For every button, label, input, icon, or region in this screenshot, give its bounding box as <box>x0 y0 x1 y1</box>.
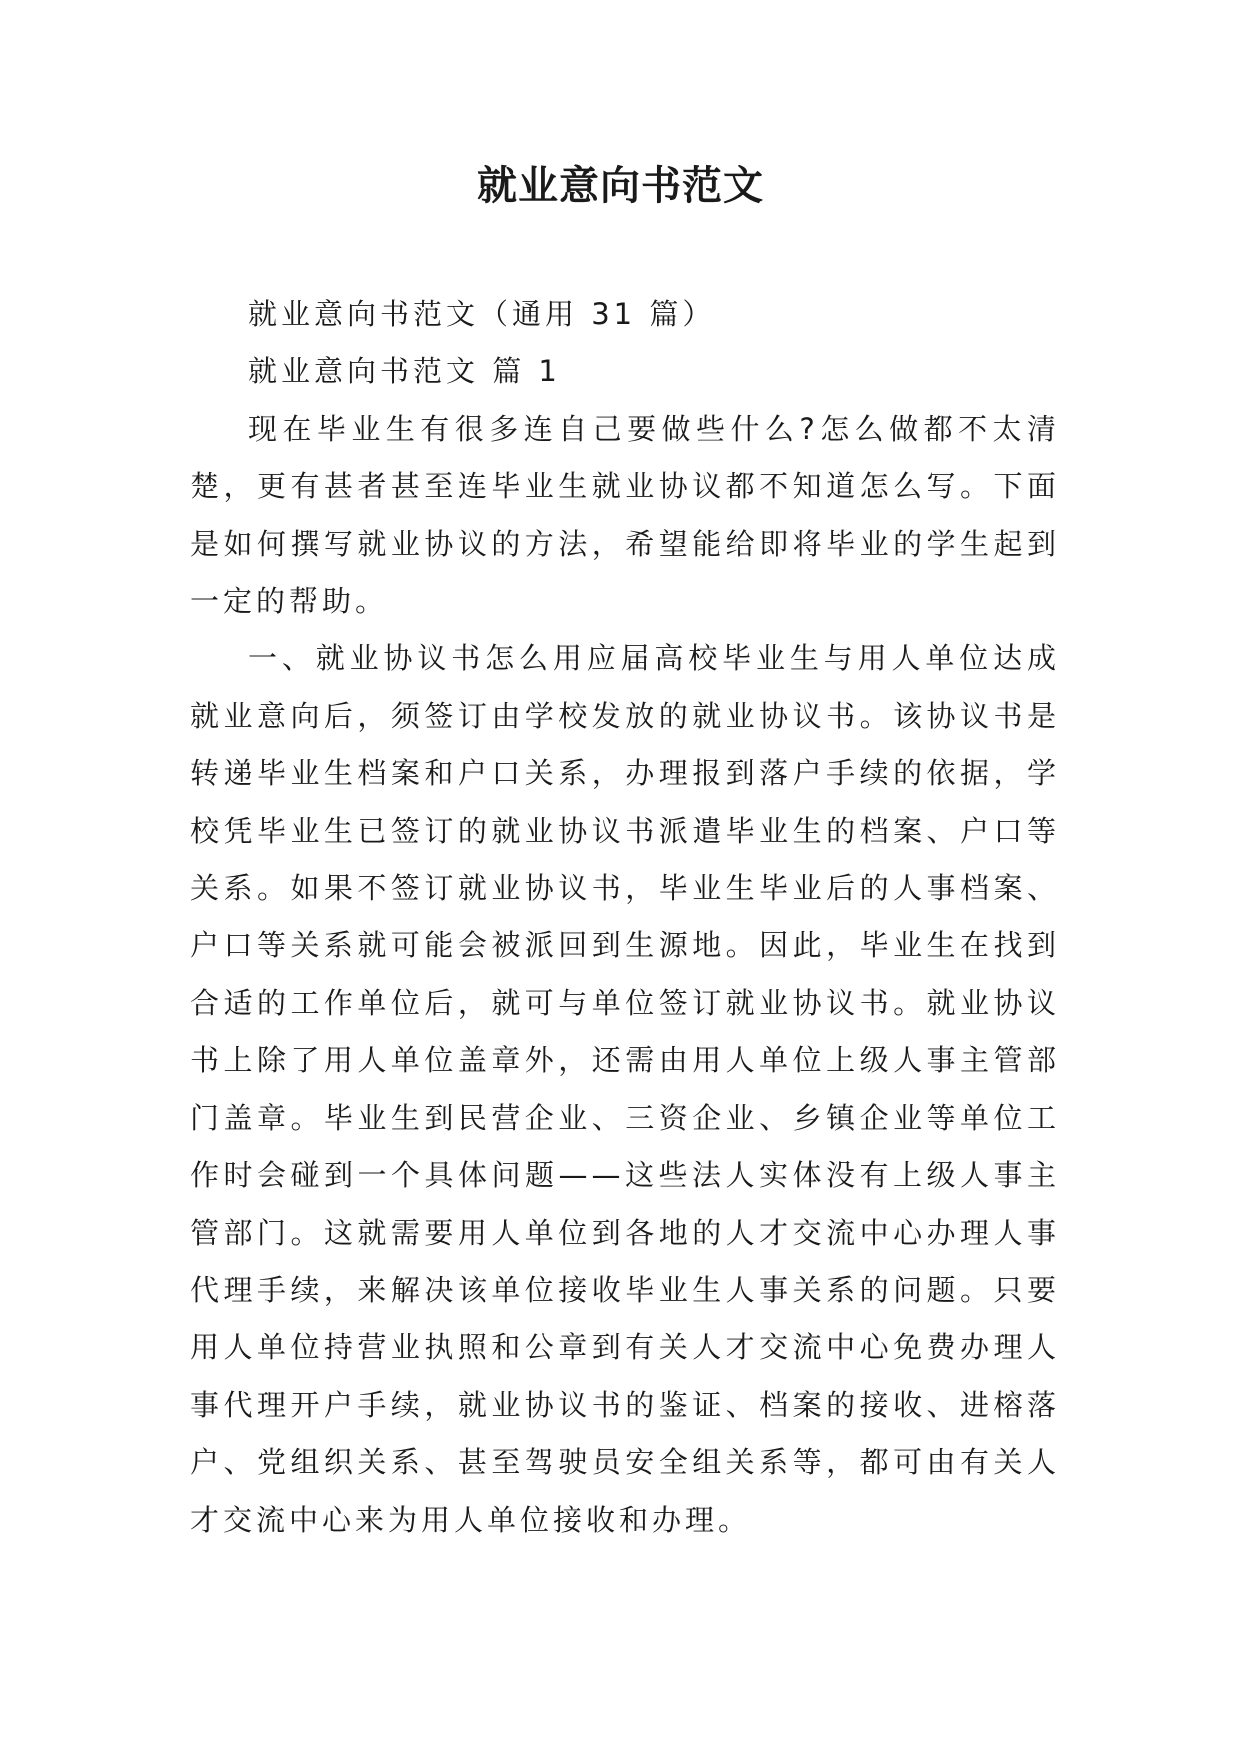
paragraph-section-one: 一、就业协议书怎么用应届高校毕业生与用人单位达成就业意向后，须签订由学校发放的就业协议书。该协议书是转递毕业生档案和户口关系，办理报到落户手续的依据，学校凭毕业生已签订的就业协议书派遣毕业生的档案、户口等关系。如果不签订就业协议书，毕业生毕业后的人事档案、户口等关系就可能会被派回到生源地。因此，毕业生在找到合适的工作单位后，就可与单位签订就业协议书。就业协议书上除了用人单位盖章外，还需由用人单位上级人事主管部门盖章。毕业生到民营企业、三资企业、乡镇企业等单位工作时会碰到一个具体问题——这些法人实体没有上级人事主管部门。这就需要用人单位到各地的人才交流中心办理人事代理手续，来解决该单位接收毕业生人事关系的问题。只要用人单位持营业执照和公章到有关人才交流中心免费办理人事代理开户手续，就业协议书的鉴证、档案的接收、进榕落户、党组织关系、甚至驾驶员安全组关系等，都可由有关人才交流中心来为用人单位接收和办理。 <box>190 641 1060 1537</box>
document-title: 就业意向书范文 <box>477 162 764 209</box>
paragraph-section-heading: 就业意向书范文 篇 1 <box>248 354 561 389</box>
document-body <box>190 286 1060 1549</box>
paragraph-intro: 现在毕业生有很多连自己要做些什么?怎么做都不太清楚，更有甚者甚至连毕业生就业协议都不知道怎么写。下面是如何撰写就业协议的方法，希望能给即将毕业的学生起到一定的帮助。 <box>190 411 1060 619</box>
paragraph-subtitle: 就业意向书范文（通用 31 篇） <box>248 297 716 331</box>
